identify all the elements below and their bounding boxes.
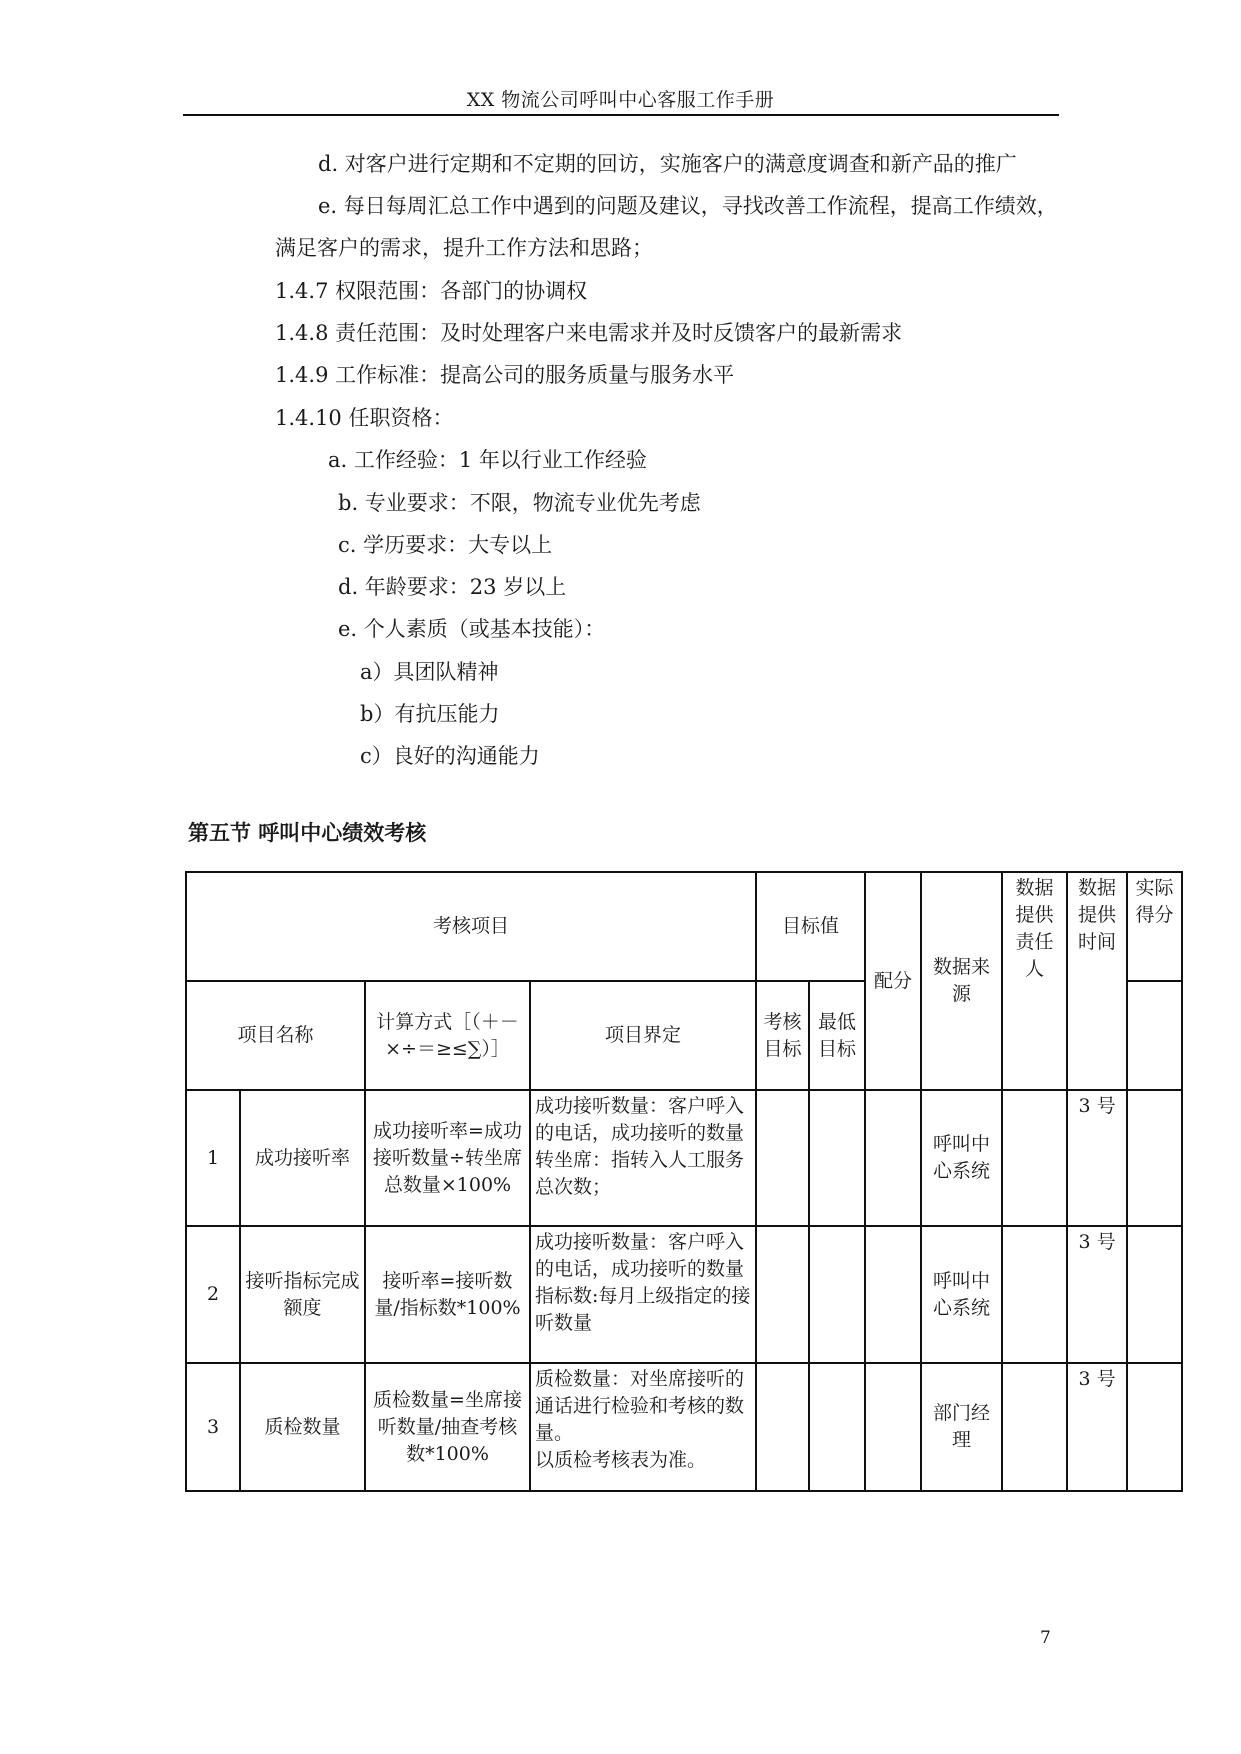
row-assessment-target [756, 1090, 809, 1226]
row-score [865, 1363, 921, 1491]
body-line-pressure: b）有抗压能力 [360, 702, 500, 726]
row-actual-score [1127, 1226, 1182, 1363]
row-assessment-target [756, 1226, 809, 1363]
table-row [186, 1363, 1182, 1491]
row-score [865, 1226, 921, 1363]
body-line-education: c. 学历要求：大专以上 [338, 533, 553, 557]
row-data-time: 3 号 [1067, 1226, 1127, 1363]
header-target-value: 目标值 [756, 872, 865, 981]
header-actual-score: 实际得分 [1127, 872, 1182, 981]
row-data-time: 3 号 [1067, 1090, 1127, 1226]
row-data-source: 部门经理 [921, 1363, 1002, 1491]
row-data-source: 呼叫中心系统 [921, 1226, 1002, 1363]
table-row [186, 1226, 1182, 1363]
row-min-target [809, 1363, 865, 1491]
row-formula: 成功接听率=成功接听数量÷转坐席总数量×100% [365, 1090, 530, 1226]
row-definition: 质检数量：对坐席接听的通话进行检验和考核的数量。 以质检考核表为准。 [530, 1363, 756, 1491]
row-data-time: 3 号 [1067, 1363, 1127, 1491]
body-line-authority: 1.4.7 权限范围：各部门的协调权 [275, 279, 588, 303]
body-line-work-standard: 1.4.9 工作标准：提高公司的服务质量与服务水平 [275, 363, 735, 387]
body-line-d-callback: d. 对客户进行定期和不定期的回访，实施客户的满意度调查和新产品的推广 [318, 152, 1017, 176]
row-score [865, 1090, 921, 1226]
section-title: 第五节 呼叫中心绩效考核 [188, 821, 427, 845]
row-formula: 接听率=接听数量/指标数*100% [365, 1226, 530, 1363]
row-actual-score [1127, 1363, 1182, 1491]
kpi-table [185, 871, 1183, 1492]
body-line-responsibility: 1.4.8 责任范围：及时处理客户来电需求并及时反馈客户的最新需求 [275, 321, 903, 345]
table-row [186, 1090, 1182, 1226]
body-line-major: b. 专业要求：不限，物流专业优先考虑 [338, 491, 701, 515]
page-header-rule [183, 114, 1059, 116]
body-line-e-summary-cont: 满足客户的需求，提升工作方法和思路； [275, 236, 653, 260]
body-line-communication: c）良好的沟通能力 [360, 744, 540, 768]
body-line-experience: a. 工作经验：1 年以行业工作经验 [328, 448, 647, 472]
header-item-definition: 项目界定 [530, 981, 756, 1090]
row-number: 3 [186, 1363, 240, 1491]
header-data-provider: 数据提供责任人 [1002, 872, 1067, 1090]
header-actual-score-blank [1127, 981, 1182, 1090]
row-assessment-target [756, 1363, 809, 1491]
body-line-personal-quality: e. 个人素质（或基本技能）： [338, 617, 606, 641]
row-number: 2 [186, 1226, 240, 1363]
row-item-name: 成功接听率 [240, 1090, 365, 1226]
row-formula: 质检数量=坐席接听数量/抽查考核数*100% [365, 1363, 530, 1491]
row-data-provider [1002, 1090, 1067, 1226]
page-number: 7 [1040, 1628, 1051, 1648]
row-min-target [809, 1226, 865, 1363]
row-number: 1 [186, 1090, 240, 1226]
body-line-age: d. 年龄要求：23 岁以上 [338, 575, 567, 599]
row-actual-score [1127, 1090, 1182, 1226]
header-item-name: 项目名称 [186, 981, 365, 1090]
row-item-name: 接听指标完成额度 [240, 1226, 365, 1363]
body-line-qualifications: 1.4.10 任职资格： [275, 406, 454, 430]
header-data-time: 数据提供时间 [1067, 872, 1127, 1090]
table-header-row-1 [186, 872, 1182, 981]
row-data-source: 呼叫中心系统 [921, 1090, 1002, 1226]
page-header-title: XX 物流公司呼叫中心客服工作手册 [466, 89, 775, 111]
body-line-e-summary: e. 每日每周汇总工作中遇到的问题及建议，寻找改善工作流程，提高工作绩效， [318, 194, 1058, 218]
header-assessment-item: 考核项目 [186, 872, 756, 981]
header-data-source: 数据来源 [921, 872, 1002, 1090]
header-assessment-target: 考核目标 [756, 981, 809, 1090]
body-line-teamwork: a）具团队精神 [360, 660, 499, 684]
header-calc-method: 计算方式［（＋－×÷＝≥≤∑）］ [365, 981, 530, 1090]
row-min-target [809, 1090, 865, 1226]
header-score: 配分 [865, 872, 921, 1090]
row-definition: 成功接听数量：客户呼入的电话，成功接听的数量 转坐席：指转入人工服务总次数； [530, 1090, 756, 1226]
row-data-provider [1002, 1363, 1067, 1491]
row-definition: 成功接听数量：客户呼入的电话，成功接听的数量 指标数:每月上级指定的接听数量 [530, 1226, 756, 1363]
row-data-provider [1002, 1226, 1067, 1363]
header-min-target: 最低目标 [809, 981, 865, 1090]
row-item-name: 质检数量 [240, 1363, 365, 1491]
